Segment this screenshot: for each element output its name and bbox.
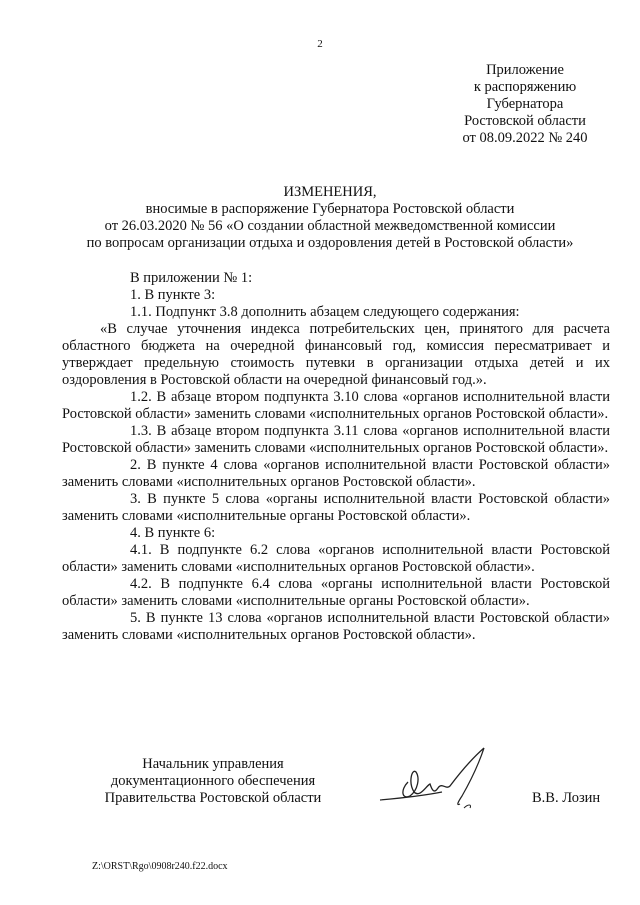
page-number: 2 bbox=[317, 38, 323, 50]
signer-name: В.В. Лозин bbox=[532, 790, 601, 806]
appendix-line: Приложение bbox=[486, 62, 564, 78]
appendix-line: Ростовской области bbox=[464, 113, 586, 129]
paragraph: «В случае уточнения индекса потребительских цен, принятого для расчета областного бюджета на очередной финансовый год, комиссия пересматривает и утверждает предельную стоимость путевки в организации отдыха детей и их оздоровления в Ростовской области на очередной финансовый год.». bbox=[62, 321, 610, 388]
appendix-block bbox=[440, 62, 610, 147]
appendix-line: от 08.09.2022 № 240 bbox=[462, 130, 588, 146]
paragraph: В приложении № 1: bbox=[130, 270, 253, 286]
paragraph: 5. В пункте 13 слова «органов исполнительной власти Ростовской области» заменить словами «исполнительных органов Ростовской области». bbox=[62, 610, 610, 643]
heading-line: вносимые в распоряжение Губернатора Ростовской области bbox=[145, 201, 515, 217]
heading-line: по вопросам организации отдыха и оздоровления детей в Ростовской области» bbox=[86, 235, 574, 251]
file-path: Z:\ORST\Rgo\0908r240.f22.docx bbox=[92, 861, 228, 872]
paragraph: 1. В пункте 3: bbox=[130, 287, 216, 303]
paragraph: 4.2. В подпункте 6.4 слова «органы исполнительной власти Ростовской области» заменить словами «исполнительные органы Ростовской области». bbox=[62, 576, 610, 609]
paragraph: 1.2. В абзаце втором подпункта 3.10 слова «органов исполнительной власти Ростовской области» заменить словами «исполнительных органов Ростовской области». bbox=[62, 389, 610, 422]
appendix-line: к распоряжению bbox=[473, 79, 577, 95]
paragraph: 2. В пункте 4 слова «органов исполнительной власти Ростовской области» заменить словами «исполнительных органов Ростовской области». bbox=[62, 457, 610, 490]
document-heading bbox=[60, 184, 600, 252]
paragraph: 4. В пункте 6: bbox=[130, 525, 216, 541]
appendix-line: Губернатора bbox=[486, 96, 564, 112]
heading-line: от 26.03.2020 № 56 «О создании областной межведомственной комиссии bbox=[104, 218, 556, 234]
paragraph: 4.1. В подпункте 6.2 слова «органов исполнительной власти Ростовской области» заменить словами «исполнительных органов Ростовской области». bbox=[62, 542, 610, 575]
signer-position bbox=[88, 756, 338, 807]
paragraph: 1.3. В абзаце втором подпункта 3.11 слова «органов исполнительной власти Ростовской области» заменить словами «исполнительных органов Ростовской области». bbox=[62, 423, 610, 456]
signer-line: Начальник управления bbox=[142, 756, 284, 772]
heading-title: ИЗМЕНЕНИЯ, bbox=[283, 184, 377, 200]
signer-line: документационного обеспечения bbox=[110, 773, 316, 789]
document-body bbox=[62, 270, 610, 644]
signature-icon bbox=[372, 742, 512, 822]
signer-line: Правительства Ростовской области bbox=[104, 790, 322, 806]
paragraph: 1.1. Подпункт 3.8 дополнить абзацем следующего содержания: bbox=[130, 304, 520, 320]
paragraph: 3. В пункте 5 слова «органы исполнительной власти Ростовской области» заменить словами «исполнительные органы Ростовской области». bbox=[62, 491, 610, 524]
